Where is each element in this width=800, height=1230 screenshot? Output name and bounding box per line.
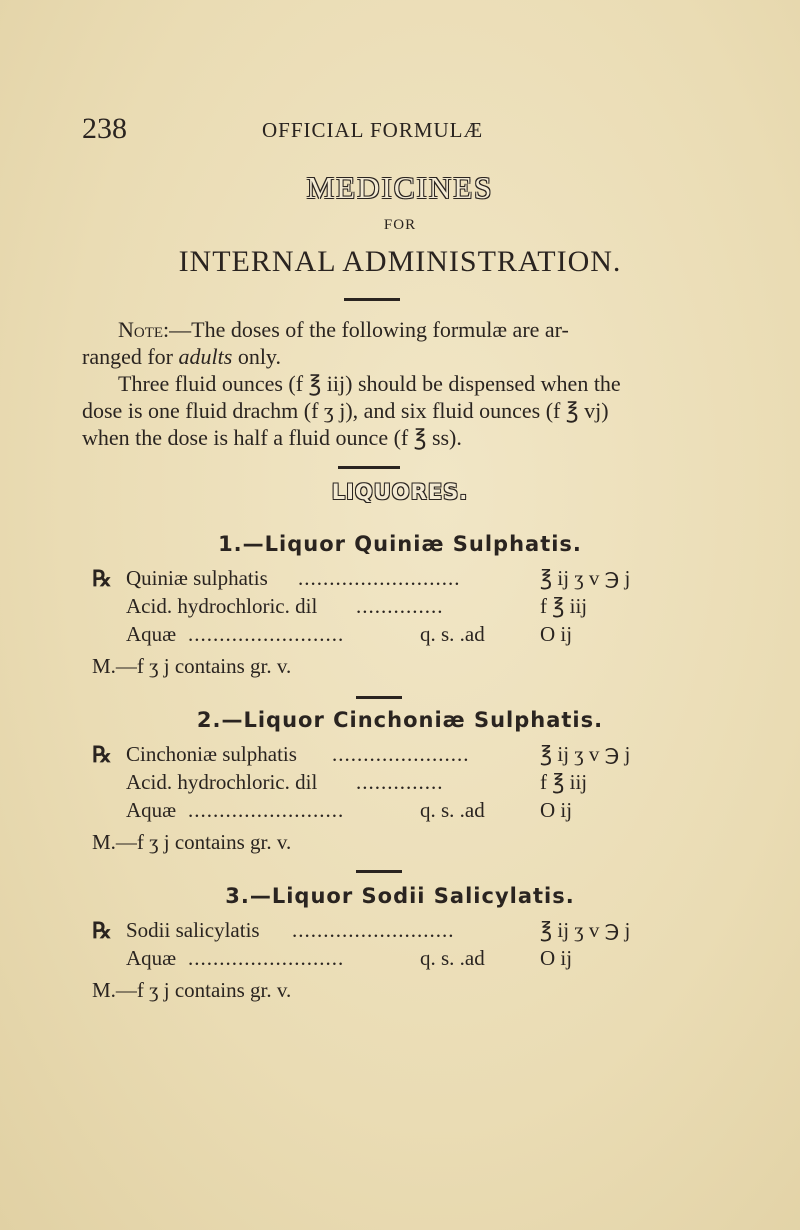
formula-mixture-note: M.—f ʒ j contains gr. v. bbox=[92, 654, 292, 678]
formula-3 bbox=[92, 918, 652, 1008]
ingredient-name: Cinchoniæ sulphatis bbox=[126, 742, 297, 766]
divider-rule bbox=[356, 696, 402, 699]
ingredient-name: Aquæ bbox=[126, 798, 177, 822]
note-line-1 bbox=[82, 316, 642, 343]
quantum-sufficit: q. s. .ad bbox=[420, 946, 485, 970]
formula-row bbox=[92, 946, 652, 974]
running-head: OFFICIAL FORMULÆ bbox=[262, 118, 484, 142]
page-header bbox=[82, 112, 642, 148]
dot-leader: ...................... bbox=[332, 742, 470, 766]
formula-3-title: 3.—Liquor Sodii Salicylatis. bbox=[225, 884, 575, 908]
dosage-note bbox=[82, 316, 642, 451]
ingredient-name: Aquæ bbox=[126, 622, 177, 646]
formula-row bbox=[92, 622, 652, 650]
formula-row bbox=[92, 742, 652, 770]
formula-row bbox=[92, 566, 652, 594]
note-line-2: ranged for adults only. bbox=[82, 344, 281, 369]
ingredient-quantity: f ℥ iij bbox=[540, 594, 588, 618]
title-internal-administration: INTERNAL ADMINISTRATION. bbox=[178, 245, 622, 278]
dot-leader: ......................... bbox=[188, 946, 345, 970]
rx-symbol: ℞ bbox=[92, 918, 112, 943]
ingredient-name: Aquæ bbox=[126, 946, 177, 970]
note-paragraph-2: Three fluid ounces (f ℥ iij) should be dispensed when the dose is one fluid drachm (f ʒ j), and six fluid ounces (f ℥ vj) when the dose is half a fluid ounce (f ℥ ss). bbox=[82, 371, 621, 450]
formula-1 bbox=[92, 566, 652, 684]
dot-leader: ......................... bbox=[188, 622, 345, 646]
formula-row bbox=[92, 918, 652, 946]
dot-leader: ......................... bbox=[188, 798, 345, 822]
divider-rule bbox=[344, 298, 400, 301]
section-heading-liquores: LIQUORES. bbox=[331, 480, 469, 504]
divider-rule bbox=[338, 466, 400, 469]
title-for: FOR bbox=[383, 217, 417, 233]
formula-1-title: 1.—Liquor Quiniæ Sulphatis. bbox=[218, 532, 582, 556]
rx-symbol: ℞ bbox=[92, 742, 112, 767]
ingredient-name: Sodii salicylatis bbox=[126, 918, 260, 942]
ingredient-name: Acid. hydrochloric. dil bbox=[126, 770, 318, 794]
ingredient-quantity: ℥ ij ʒ v ℈ j bbox=[540, 742, 631, 766]
ingredient-name: Acid. hydrochloric. dil bbox=[126, 594, 318, 618]
formula-row bbox=[92, 594, 652, 622]
formula-mixture-note: M.—f ʒ j contains gr. v. bbox=[92, 978, 292, 1002]
quantum-sufficit: q. s. .ad bbox=[420, 798, 485, 822]
ingredient-quantity: O ij bbox=[540, 622, 573, 646]
dot-leader: .......................... bbox=[298, 566, 461, 590]
ingredient-quantity: O ij bbox=[540, 946, 573, 970]
page-number: 238 bbox=[82, 112, 127, 145]
ingredient-quantity: O ij bbox=[540, 798, 573, 822]
rx-symbol: ℞ bbox=[92, 566, 112, 591]
ingredient-quantity: ℥ ij ʒ v ℈ j bbox=[540, 566, 631, 590]
dot-leader: .............. bbox=[356, 594, 444, 618]
quantum-sufficit: q. s. .ad bbox=[420, 622, 485, 646]
ingredient-name: Quiniæ sulphatis bbox=[126, 566, 268, 590]
title-medicines: MEDICINES bbox=[306, 170, 494, 205]
formula-mixture-note: M.—f ʒ j contains gr. v. bbox=[92, 830, 292, 854]
formula-row bbox=[92, 770, 652, 798]
ingredient-quantity: f ℥ iij bbox=[540, 770, 588, 794]
note-label: Note bbox=[118, 317, 164, 342]
formula-2-title: 2.—Liquor Cinchoniæ Sulphatis. bbox=[196, 708, 604, 732]
dot-leader: .......................... bbox=[292, 918, 455, 942]
note-line1-text: :—The doses of the following formulæ are ar- bbox=[163, 317, 569, 342]
formula-2 bbox=[92, 742, 652, 860]
formula-row bbox=[92, 798, 652, 826]
dot-leader: .............. bbox=[356, 770, 444, 794]
note-adults-emphasis: adults bbox=[178, 344, 233, 369]
divider-rule bbox=[356, 870, 402, 873]
ingredient-quantity: ℥ ij ʒ v ℈ j bbox=[540, 918, 631, 942]
